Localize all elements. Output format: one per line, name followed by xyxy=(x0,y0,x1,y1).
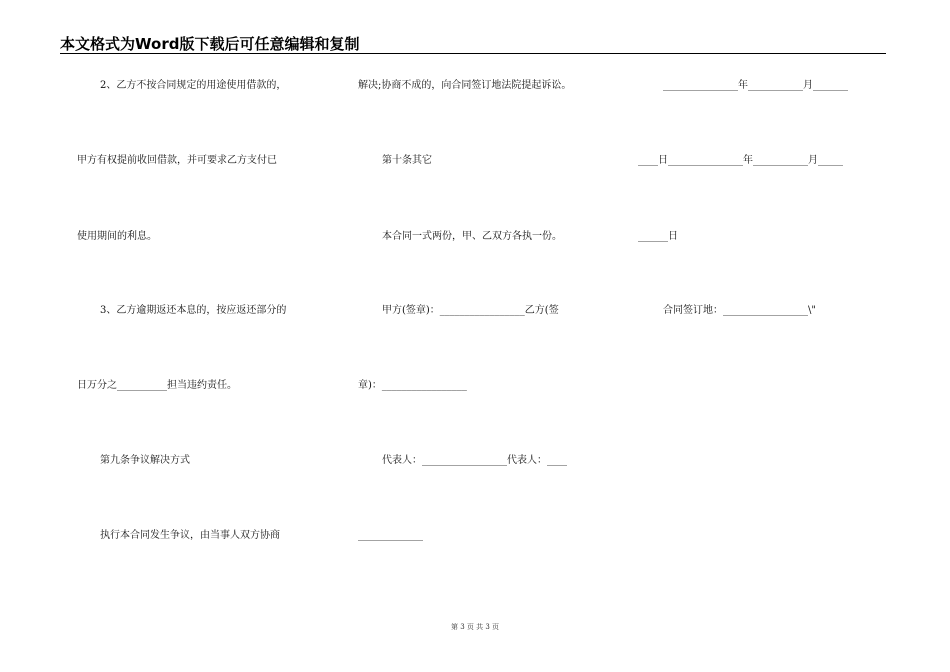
document-header-title: 本文格式为Word版下载后可任意编辑和复制 xyxy=(60,35,360,53)
right-line-3: ______日 xyxy=(638,231,678,242)
middle-line-1: 解决;协商不成的，向合同签订地法院提起诉讼。 xyxy=(358,80,572,91)
middle-line-4: 甲方(签章)：_________________乙方(签 xyxy=(382,305,559,316)
page-number-footer: 第 3 页 共 3 页 xyxy=(450,623,500,631)
middle-line-5: 章)：_________________ xyxy=(358,380,467,391)
header-divider xyxy=(60,53,886,54)
right-line-4: 合同签订地：_________________\" xyxy=(663,305,816,316)
right-line-1: _______________年___________月_______ xyxy=(663,80,848,91)
middle-line-3: 本合同一式两份，甲、乙双方各执一份。 xyxy=(382,231,562,242)
middle-line-6: 代表人：_________________代表人：____ xyxy=(382,455,567,466)
right-line-2: ____日_______________年___________月_____ xyxy=(638,155,843,166)
middle-line-2: 第十条其它 xyxy=(382,155,432,166)
left-line-6: 第九条争议解决方式 xyxy=(100,455,190,466)
left-line-1: 2、乙方不按合同规定的用途使用借款的， xyxy=(100,80,287,91)
middle-line-7: _____________ xyxy=(358,530,423,541)
left-line-2: 甲方有权提前收回借款，并可要求乙方支付已 xyxy=(77,155,277,166)
left-line-4: 3、乙方逾期返还本息的，按应返还部分的 xyxy=(100,305,287,316)
left-line-3: 使用期间的利息。 xyxy=(77,231,157,242)
left-line-7: 执行本合同发生争议，由当事人双方协商 xyxy=(100,530,280,541)
left-line-5: 日万分之__________担当违约责任。 xyxy=(77,380,237,391)
